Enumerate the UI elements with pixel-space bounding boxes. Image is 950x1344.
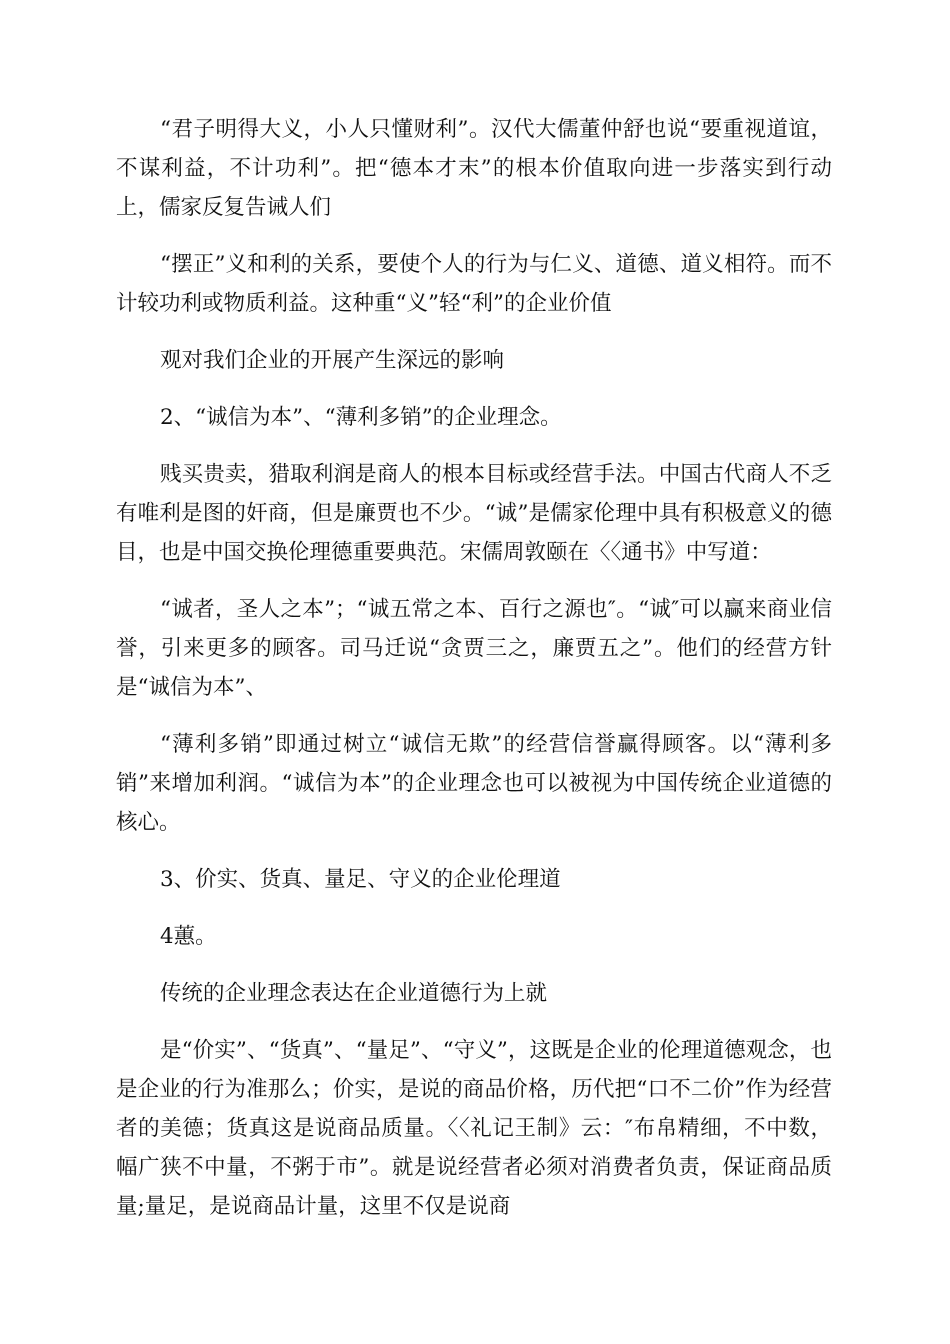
paragraph-2: “摆正”义和利的关系，要使个人的行为与仁义、道德、道义相符。而不计较功利或物质利益。这种重“义”轻“利”的企业价值 bbox=[116, 252, 832, 316]
paragraph-1: “君子明得大义，小人只懂财利”。汉代大儒董仲舒也说“要重视道谊，不谋利益，不计功利”。把“德本才末”的根本价值取向进一步落实到行动上，儒家反复告诫人们 bbox=[116, 117, 832, 220]
paragraph-5: 贱买贵卖，猎取利润是商人的根本目标或经营手法。中国古代商人不乏有唯利是图的奸商，但是廉贾也不少。“诚”是儒家伦理中具有积极意义的德目，也是中国交换伦理德重要典范。宋儒周敦颐在〈〈通书》中写道： bbox=[116, 462, 832, 565]
paragraph-10: 传统的企业理念表达在企业道德行为上就 bbox=[160, 981, 548, 1006]
paragraph-3: 观对我们企业的开展产生深远的影响 bbox=[160, 348, 505, 373]
section-heading-3: 3、价实、货真、量足、守义的企业伦理道 bbox=[160, 867, 561, 892]
paragraph-11: 是“价实”、“货真”、“量足”、“守义”，这既是企业的伦理道德观念，也是企业的行为准那么；价实，是说的商品价格，历代把“口不二价”作为经营者的美德；货真这是说商品质量。〈〈礼记王制》云：″布帛精细，不中数，幅广狭不中量，不粥于市”。就是说经营者必须对消费者负责，保证商品质量;量足，是说商品计量，这里不仅是说商 bbox=[116, 1038, 832, 1219]
section-heading-2: 2、“诚信为本”、“薄利多销”的企业理念。 bbox=[160, 405, 562, 430]
paragraph-6: “诚者，圣人之本”；“诚五常之本、百行之源也″。“诚″可以赢来商业信誉，引来更多的顾客。司马迁说“贪贾三之，廉贾五之”。他们的经营方针是“诚信为本”、 bbox=[116, 597, 832, 700]
paragraph-7: “薄利多销”即通过树立“诚信无欺”的经营信誉赢得顾客。以“薄利多销”来增加利润。“诚信为本”的企业理念也可以被视为中国传统企业道德的核心。 bbox=[116, 732, 832, 835]
paragraph-9: 4蕙。 bbox=[160, 924, 217, 949]
document-body bbox=[116, 110, 832, 1244]
